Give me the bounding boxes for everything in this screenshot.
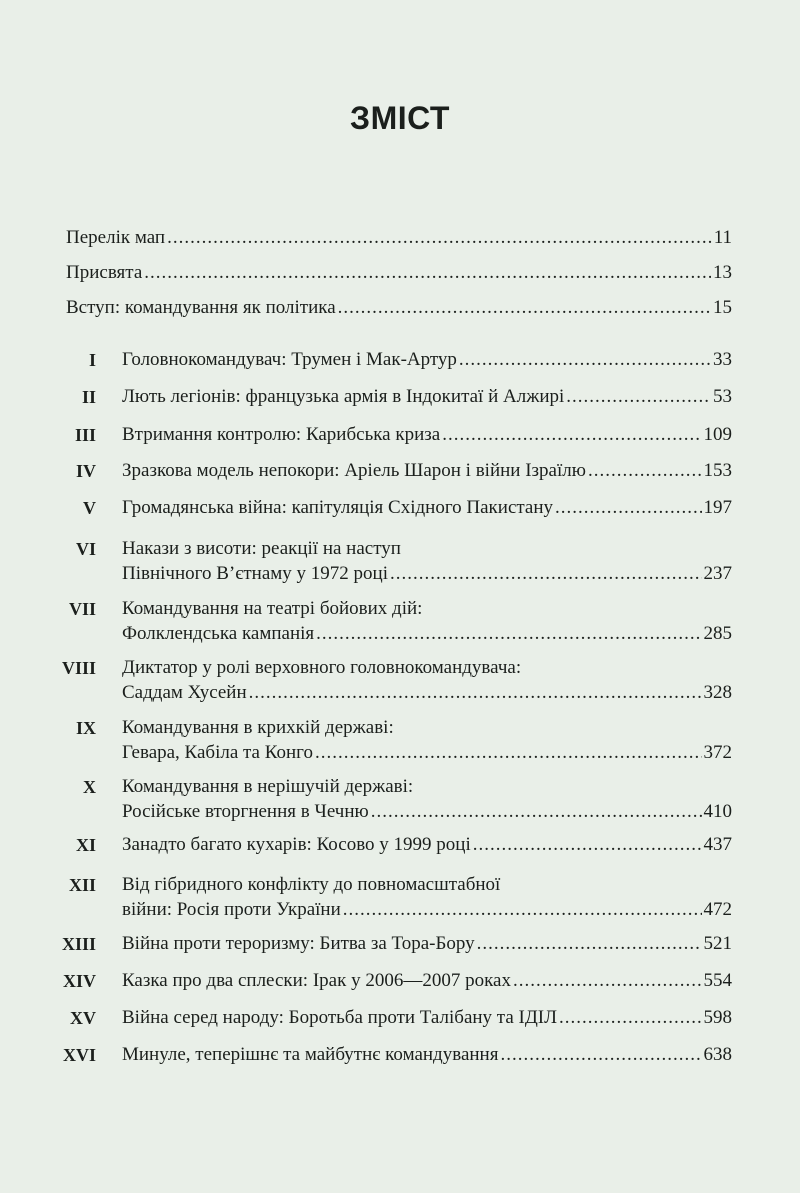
page-number: 197 xyxy=(703,497,732,518)
leader-dots xyxy=(566,385,711,409)
chapter-title: Втримання контролю: Карибська криза xyxy=(122,424,441,445)
page-number: 237 xyxy=(703,563,732,584)
leader-dots xyxy=(315,741,702,765)
leader-dots xyxy=(555,496,701,520)
chapter-number: VI xyxy=(75,539,96,559)
chapter-title-line-2: Російське вторгнення в Чечню xyxy=(122,801,369,822)
leader-dots xyxy=(390,562,702,586)
chapter-number: III xyxy=(74,425,96,445)
page-number: 53 xyxy=(713,386,732,407)
page-title: ЗМІСТ xyxy=(350,100,450,136)
page-number: 153 xyxy=(703,460,732,481)
chapter-number: XII xyxy=(68,875,96,895)
leader-dots xyxy=(316,622,701,646)
page-number: 410 xyxy=(703,801,732,822)
chapter-title: Головнокомандувач: Трумен і Мак-Артур xyxy=(122,349,457,370)
leader-dots xyxy=(459,348,711,372)
chapter-number: XVI xyxy=(62,1045,96,1065)
chapter-title: Громадянська війна: капітуляція Східного Пакистану xyxy=(122,497,554,518)
page-number: 328 xyxy=(703,682,732,703)
page-number: 33 xyxy=(713,349,732,370)
chapter-number: II xyxy=(81,387,96,407)
chapter-title: Занадто багато кухарів: Косово у 1999 році xyxy=(122,834,471,855)
leader-dots xyxy=(588,459,702,483)
chapter-title-line-1: Командування в крихкій державі: xyxy=(122,717,394,738)
chapter-number: XI xyxy=(75,835,96,855)
page-number: 109 xyxy=(703,424,732,445)
page-number: 472 xyxy=(703,899,732,920)
chapter-number: XIV xyxy=(62,971,96,991)
chapter-title: Зразкова модель непокори: Аріель Шарон і війни Ізраїлю xyxy=(122,460,586,481)
leader-dots xyxy=(500,1043,701,1067)
page-number: 554 xyxy=(703,970,732,991)
chapter-title: Війна серед народу: Боротьба проти Талібану та ІДІЛ xyxy=(122,1007,558,1028)
chapter-number: XIII xyxy=(61,934,96,954)
chapter-title-line-2: Саддам Хусейн xyxy=(122,682,247,703)
page-number: 638 xyxy=(703,1044,732,1065)
chapter-title-line-1: Від гібридного конфлікту до повномасштабної xyxy=(122,874,501,895)
leader-dots xyxy=(249,681,702,705)
chapter-title-line-1: Командування в нерішучій державі: xyxy=(122,776,414,797)
page-number: 15 xyxy=(713,297,732,318)
chapter-number: XV xyxy=(70,1008,96,1028)
chapter-title-line-2: Фолклендська кампанія xyxy=(122,623,315,644)
chapter-title-line-1: Командування на театрі бойових дій: xyxy=(122,598,423,619)
page-number: 11 xyxy=(713,227,732,248)
chapter-number: I xyxy=(88,350,96,370)
leader-dots xyxy=(442,423,701,447)
chapter-number: VII xyxy=(68,599,96,619)
chapter-number: V xyxy=(83,498,96,518)
chapter-number: VIII xyxy=(61,658,96,678)
chapter-number: IX xyxy=(75,718,96,738)
chapter-title: Казка про два сплески: Ірак у 2006—2007 роках xyxy=(122,970,511,991)
entry-title: Вступ: командування як політика xyxy=(66,297,336,318)
page-number: 285 xyxy=(703,623,732,644)
chapter-title-line-2: Північного В’єтнаму у 1972 році xyxy=(122,563,388,584)
chapter-title: Минуле, теперішнє та майбутнє командування xyxy=(122,1044,499,1065)
entry-title: Перелік мап xyxy=(66,227,166,248)
leader-dots xyxy=(144,261,711,285)
chapter-number: X xyxy=(83,777,96,797)
chapter-number: IV xyxy=(75,461,96,481)
leader-dots xyxy=(343,898,702,922)
leader-dots xyxy=(559,1006,701,1030)
page-number: 372 xyxy=(703,742,732,763)
leader-dots xyxy=(167,226,712,250)
leader-dots xyxy=(477,932,702,956)
chapter-title-line-2: війни: Росія проти України xyxy=(122,899,341,920)
chapter-title: Лють легіонів: французька армія в Індокитаї й Алжирі xyxy=(122,386,565,407)
page-number: 437 xyxy=(703,834,732,855)
leader-dots xyxy=(371,800,702,824)
page-number: 521 xyxy=(703,933,732,954)
leader-dots xyxy=(513,969,702,993)
leader-dots xyxy=(338,296,711,320)
leader-dots xyxy=(473,833,702,857)
chapter-title-line-2: Гевара, Кабіла та Конго xyxy=(122,742,313,763)
chapter-title-line-1: Накази з висоти: реакції на наступ xyxy=(122,538,401,559)
page-number: 598 xyxy=(703,1007,732,1028)
entry-title: Присвята xyxy=(66,262,143,283)
chapter-title: Війна проти тероризму: Битва за Тора-Бору xyxy=(122,933,475,954)
chapter-title-line-1: Диктатор у ролі верховного головнокомандувача: xyxy=(122,657,522,678)
page-number: 13 xyxy=(713,262,732,283)
